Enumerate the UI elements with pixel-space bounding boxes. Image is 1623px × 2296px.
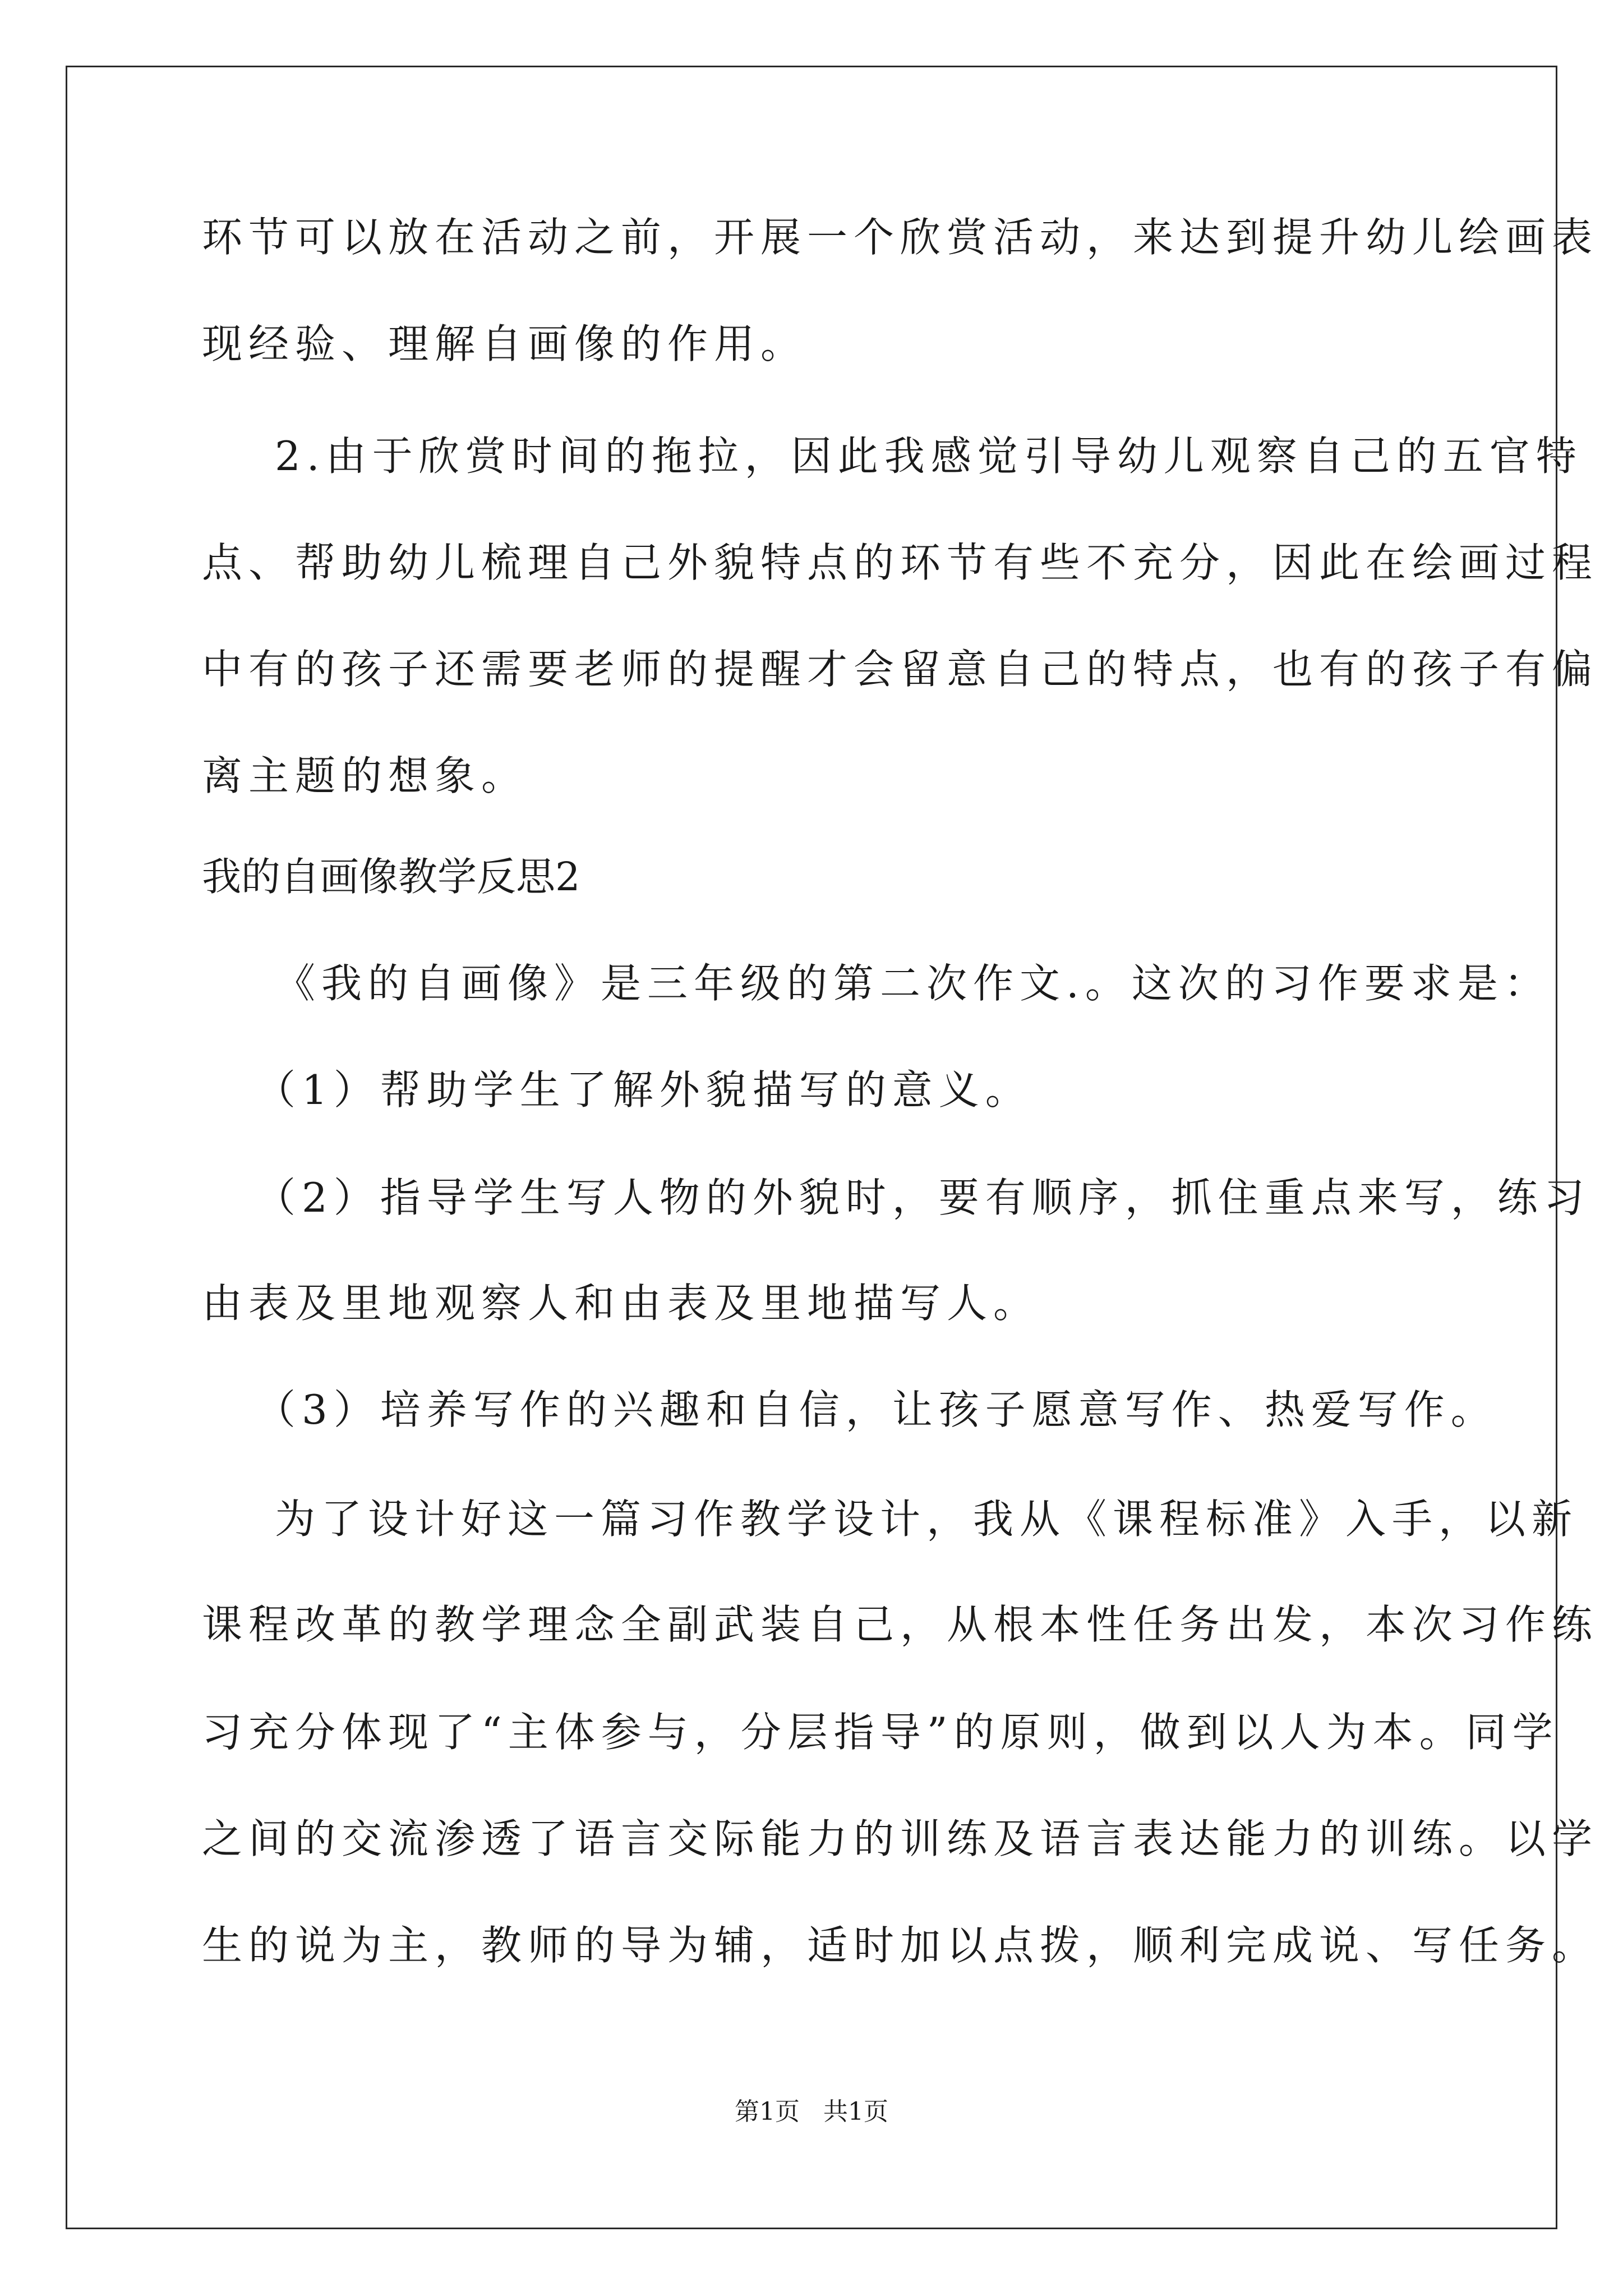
paragraph-line: （3）培养写作的兴趣和自信，让孩子愿意写作、热爱写作。 xyxy=(255,1386,1497,1433)
paragraph-line: 由表及里地观察人和由表及里地描写人。 xyxy=(202,1280,1040,1327)
section-heading: 我的自画像教学反思2 xyxy=(202,854,580,900)
paragraph-line: 2.由于欣赏时间的拖拉，因此我感觉引导幼儿观察自己的五官特 xyxy=(275,432,1583,480)
paragraph-line: 中有的孩子还需要老师的提醒才会留意自己的特点，也有的孩子有偏 xyxy=(202,646,1599,693)
paragraph-line: （2）指导学生写人物的外貌时，要有顺序，抓住重点来写，练习 xyxy=(255,1174,1590,1221)
paragraph-line: 之间的交流渗透了语言交际能力的训练及语言表达能力的训练。以学 xyxy=(202,1815,1599,1862)
paragraph-line: 现经验、理解自画像的作用。 xyxy=(202,320,808,367)
paragraph-line: （1）帮助学生了解外貌描写的意义。 xyxy=(255,1066,1032,1114)
paragraph-line: 离主题的想象。 xyxy=(202,752,528,799)
page-border xyxy=(66,66,1557,2229)
paragraph-line: 《我的自画像》是三年级的第二次作文.。这次的习作要求是： xyxy=(275,960,1551,1007)
paragraph-line: 课程改革的教学理念全副武装自己，从根本性任务出发，本次习作练 xyxy=(202,1601,1599,1648)
paragraph-line: 环节可以放在活动之前，开展一个欣赏活动，来达到提升幼儿绘画表 xyxy=(202,214,1599,261)
page-number-footer: 第1页 共1页 xyxy=(735,2097,888,2126)
paragraph-line: 点、帮助幼儿梳理自己外貌特点的环节有些不充分，因此在绘画过程 xyxy=(202,539,1599,586)
paragraph-line: 习充分体现了“主体参与，分层指导”的原则，做到以人为本。同学 xyxy=(202,1709,1559,1756)
paragraph-line: 为了设计好这一篇习作教学设计，我从《课程标准》入手，以新 xyxy=(275,1496,1579,1543)
paragraph-line: 生的说为主，教师的导为辅，适时加以点拨，顺利完成说、写任务。 xyxy=(202,1922,1599,1969)
